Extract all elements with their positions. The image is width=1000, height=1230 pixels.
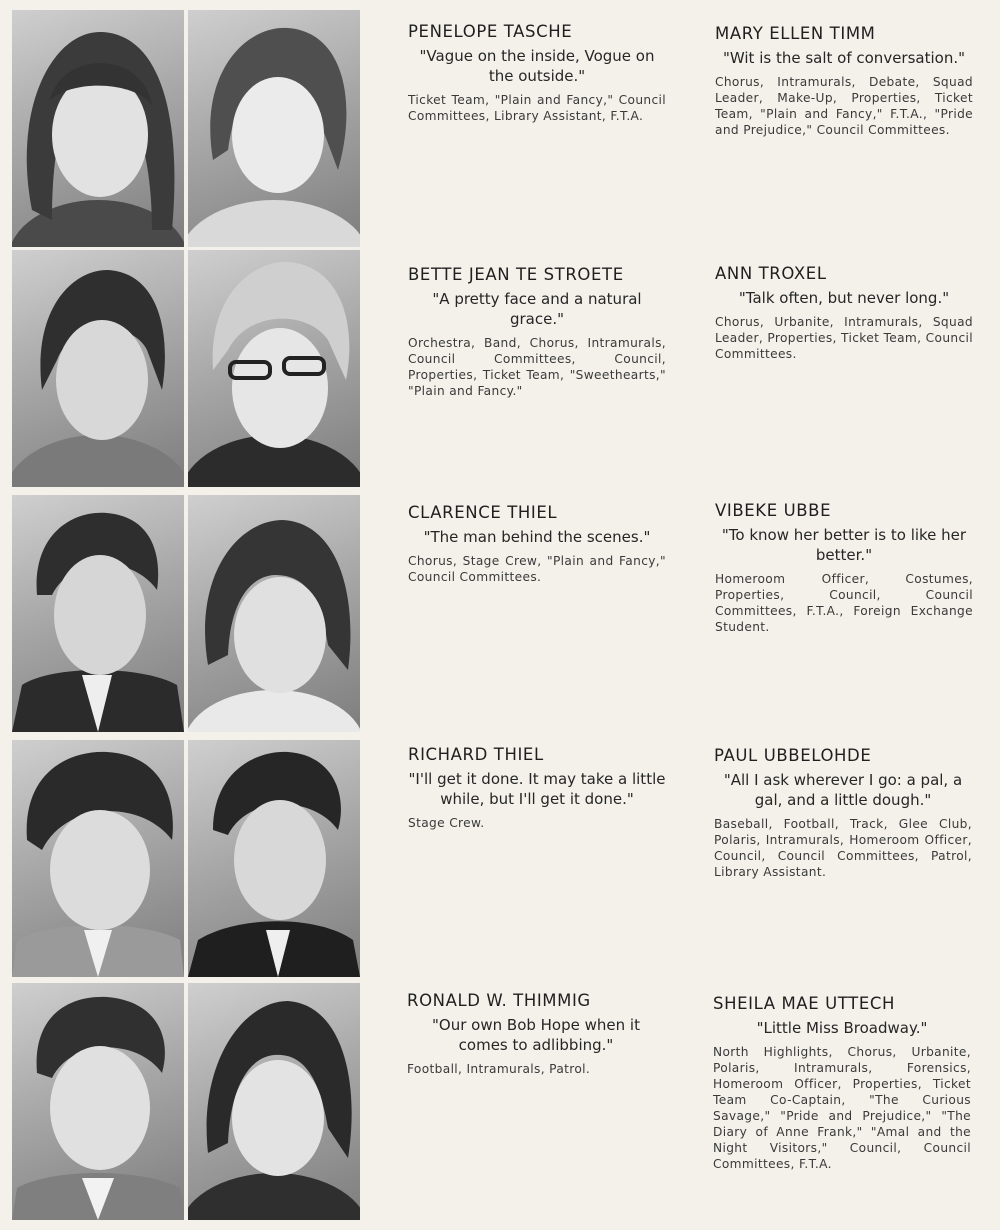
student-activities: Chorus, Urbanite, Intramurals, Squad Leader, Properties, Ticket Team, Council Committees.: [715, 315, 973, 361]
portrait-vibeke-ubbe: [188, 495, 360, 732]
student-name: CLARENCE THIEL: [408, 503, 558, 522]
student-quote: "All I ask wherever I go: a pal, a gal, and a little dough.": [723, 771, 963, 809]
senior-entry: [407, 991, 665, 1077]
student-quote: "Vague on the inside, Vogue on the outside.": [419, 47, 655, 85]
senior-entry: [715, 264, 973, 362]
student-quote: "To know her better is to like her better.": [721, 526, 967, 564]
portrait-richard-thiel: [12, 740, 184, 977]
student-activities: Orchestra, Band, Chorus, Intramurals, Council Committees, Council, Properties, Ticket Team, "Sweethearts," "Plain and Fancy.": [408, 336, 666, 398]
student-quote: "Wit is the salt of conversation.": [722, 49, 965, 67]
student-name: VIBEKE UBBE: [715, 501, 832, 520]
senior-entry: [408, 22, 666, 124]
student-activities: Homeroom Officer, Costumes, Properties, Council, Council Committees, F.T.A., Foreign Exchange Student.: [715, 572, 973, 634]
portrait-penelope-tasche: [12, 10, 184, 247]
senior-entry: [408, 503, 666, 585]
student-name: MARY ELLEN TIMM: [715, 24, 876, 43]
student-quote: "A pretty face and a natural grace.": [432, 290, 642, 328]
portrait-bette-jean-te-stroete: [12, 250, 184, 487]
senior-entry: [714, 746, 972, 880]
portrait-ronald-w-thimmig: [12, 983, 184, 1220]
student-name: RONALD W. THIMMIG: [407, 991, 591, 1010]
student-quote: "Talk often, but never long.": [738, 289, 950, 307]
student-quote: "Little Miss Broadway.": [756, 1019, 928, 1037]
student-activities: Baseball, Football, Track, Glee Club, Polaris, Intramurals, Homeroom Officer, Council, Council Committees, Patrol, Library Assistant.: [714, 817, 972, 879]
student-name: BETTE JEAN TE STROETE: [408, 265, 624, 284]
senior-entry: [713, 994, 971, 1172]
student-activities: Stage Crew.: [408, 816, 485, 830]
student-activities: Ticket Team, "Plain and Fancy," Council Committees, Library Assistant, F.T.A.: [408, 93, 666, 123]
portrait-mary-ellen-timm: [188, 10, 360, 247]
portrait-ann-troxel: [188, 250, 360, 487]
student-activities: Chorus, Intramurals, Debate, Squad Leader, Make-Up, Properties, Ticket Team, "Plain and Fancy," F.T.A., "Pride and Prejudice," Council Committees.: [715, 75, 973, 137]
portrait-paul-ubbelohde: [188, 740, 360, 977]
student-activities: Chorus, Stage Crew, "Plain and Fancy," Council Committees.: [408, 554, 666, 584]
senior-entry: [408, 745, 666, 831]
portrait-clarence-thiel: [12, 495, 184, 732]
student-quote: "I'll get it done. It may take a little while, but I'll get it done.": [408, 770, 666, 808]
senior-entry: [408, 265, 666, 399]
student-quote: "The man behind the scenes.": [423, 528, 651, 546]
portrait-sheila-mae-uttech: [188, 983, 360, 1220]
student-quote: "Our own Bob Hope when it comes to adlibbing.": [432, 1016, 640, 1054]
student-activities: North Highlights, Chorus, Urbanite, Polaris, Intramurals, Forensics, Homeroom Officer, Properties, Ticket Team Co-Captain, "The Curious Savage," "Pride and Prejudice," "The Diary of Anne Frank," "Amal and the Night Visitors," Council, Council Committees, F.T.A.: [713, 1045, 971, 1171]
senior-entry: [715, 501, 973, 635]
student-activities: Football, Intramurals, Patrol.: [407, 1062, 591, 1076]
student-name: SHEILA MAE UTTECH: [713, 994, 895, 1013]
senior-entry: [715, 24, 973, 138]
student-name: RICHARD THIEL: [408, 745, 544, 764]
student-name: ANN TROXEL: [715, 264, 827, 283]
student-name: PAUL UBBELOHDE: [714, 746, 872, 765]
student-name: PENELOPE TASCHE: [408, 22, 573, 41]
